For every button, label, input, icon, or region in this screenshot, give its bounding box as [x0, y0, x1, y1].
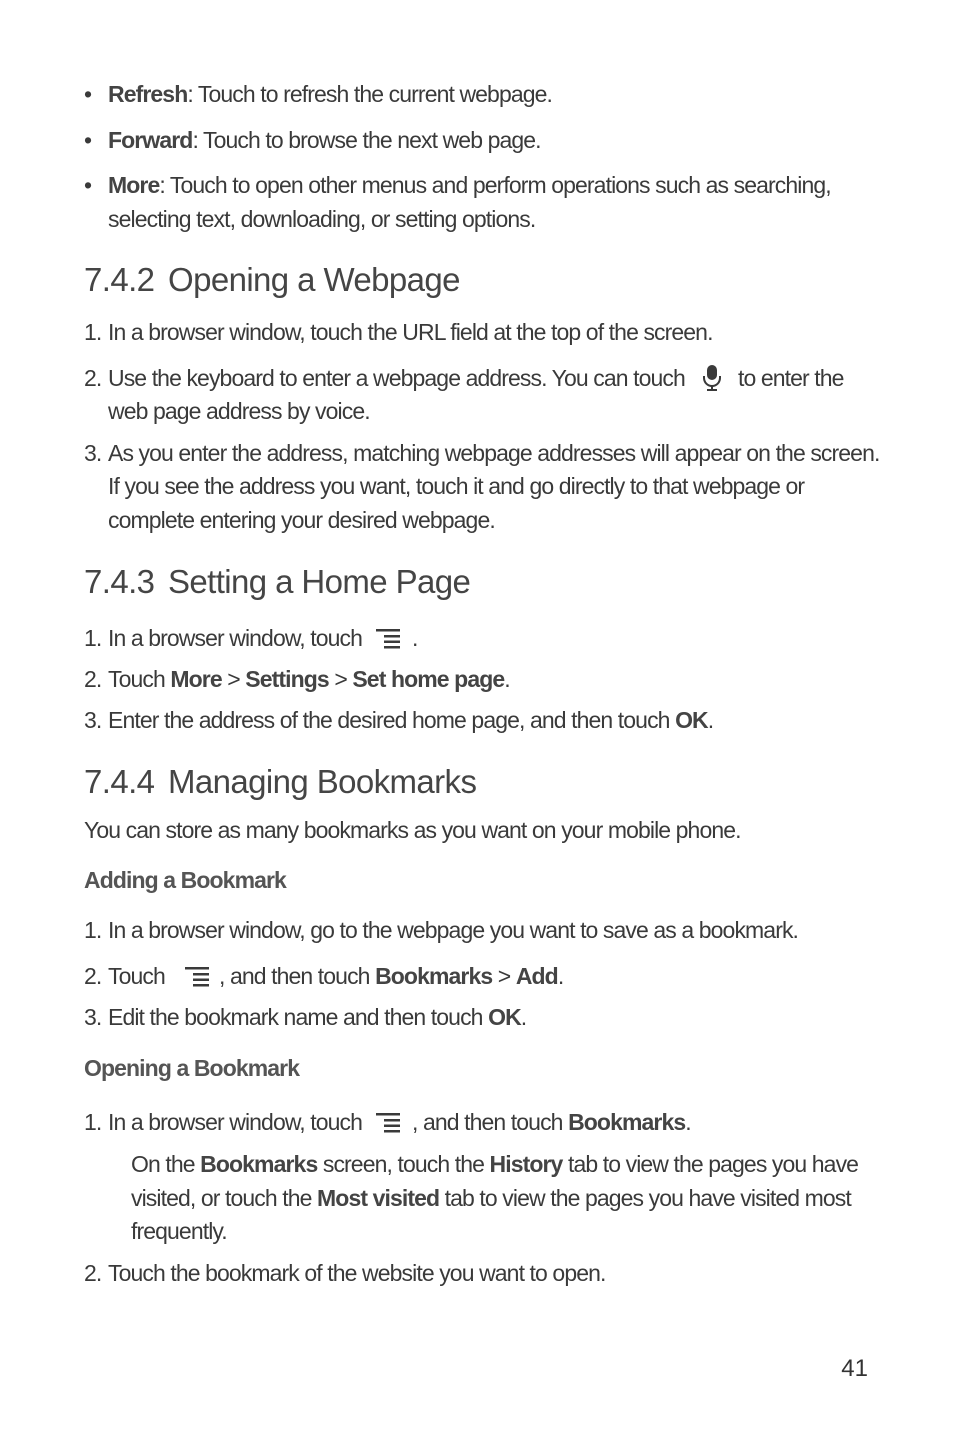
text: screen, touch the	[322, 1151, 484, 1177]
step-text: web page address by voice.	[108, 398, 370, 424]
text: .	[707, 707, 714, 733]
term-more: More	[108, 172, 160, 198]
bullet-more-text-2: selecting text, downloading, or setting options.	[108, 206, 536, 232]
text: .	[557, 963, 564, 989]
subheading-adding-bookmark: Adding a Bookmark	[84, 867, 286, 893]
menu-icon	[376, 628, 400, 650]
step-text: complete entering your desired webpage.	[108, 507, 495, 533]
ui-term-more: More	[170, 666, 222, 692]
step-text: Touch the bookmark of the website you want to open.	[108, 1260, 606, 1286]
step-text: In a browser window, go to the webpage you want to save as a bookmark.	[108, 917, 799, 943]
ui-term-add: Add	[515, 963, 558, 989]
note-line	[131, 1150, 858, 1178]
section-number: 7.4.2	[84, 261, 155, 298]
step-text	[108, 1003, 526, 1031]
step-text	[412, 1108, 691, 1136]
step-number: 3.	[84, 1004, 102, 1030]
section-number: 7.4.4	[84, 763, 155, 800]
step-text	[108, 706, 713, 734]
text: visited, or touch the	[131, 1185, 312, 1211]
step-text: As you enter the address, matching webpage addresses will appear on the screen.	[108, 440, 880, 466]
step-number: 3.	[84, 440, 102, 466]
section-intro: You can store as many bookmarks as you want on your mobile phone.	[84, 817, 741, 843]
menu-icon	[185, 966, 209, 988]
step-number: 1.	[84, 917, 102, 943]
bullet-mark: •	[84, 127, 92, 153]
bullet-more-text: : Touch to open other menus and perform operations such as searching,	[159, 172, 831, 198]
step-text: .	[412, 625, 418, 651]
bullet-mark: •	[84, 81, 92, 107]
ui-term-settings: Settings	[245, 666, 329, 692]
step-number: 2.	[84, 365, 102, 391]
step-text: In a browser window, touch	[108, 1109, 363, 1135]
text: Touch	[108, 666, 165, 692]
text: On the	[131, 1151, 195, 1177]
step-number: 2.	[84, 963, 102, 989]
text: tab to view the pages you have visited most	[444, 1185, 851, 1211]
bullet-mark: •	[84, 172, 92, 198]
section-title: Opening a Webpage	[168, 261, 460, 298]
text: .	[520, 1004, 527, 1030]
menu-icon	[376, 1112, 400, 1134]
section-title: Managing Bookmarks	[168, 763, 477, 800]
ui-term-set-home-page: Set home page	[352, 666, 505, 692]
term-forward: Forward	[108, 127, 193, 153]
ui-term-most-visited: Most visited	[317, 1185, 440, 1211]
text: Edit the bookmark name and then touch	[108, 1004, 483, 1030]
bullet-more	[108, 171, 831, 199]
step-number: 1.	[84, 319, 102, 345]
text: >	[497, 963, 511, 989]
step-text: Use the keyboard to enter a webpage address. You can touch	[108, 365, 685, 391]
ui-term-history: History	[489, 1151, 563, 1177]
term-refresh: Refresh	[108, 81, 188, 107]
section-title: Setting a Home Page	[168, 563, 471, 600]
page-number: 41	[841, 1355, 868, 1382]
ui-term-ok: OK	[675, 707, 708, 733]
text: , and then touch	[219, 963, 370, 989]
note-line	[131, 1184, 851, 1212]
microphone-icon	[701, 364, 723, 392]
text: tab to view the pages you have	[567, 1151, 859, 1177]
section-heading-7-4-4	[84, 762, 476, 802]
step-number: 2.	[84, 1260, 102, 1286]
section-heading-7-4-3	[84, 562, 470, 602]
ui-term-bookmarks: Bookmarks	[568, 1109, 686, 1135]
step-number: 2.	[84, 666, 102, 692]
bullet-forward	[108, 126, 541, 154]
bullet-refresh-text: : Touch to refresh the current webpage.	[187, 81, 553, 107]
step-text: to enter the	[738, 365, 844, 391]
ui-term-bookmarks: Bookmarks	[200, 1151, 318, 1177]
ui-term-bookmarks: Bookmarks	[375, 963, 493, 989]
text: >	[334, 666, 347, 692]
note-line: frequently.	[131, 1218, 227, 1244]
text: .	[504, 666, 510, 692]
step-text: In a browser window, touch the URL field at the top of the screen.	[108, 319, 713, 345]
subheading-opening-bookmark: Opening a Bookmark	[84, 1055, 300, 1081]
text: Enter the address of the desired home page, and then touch	[108, 707, 670, 733]
text: >	[227, 666, 240, 692]
step-number: 3.	[84, 707, 102, 733]
step-text	[219, 962, 563, 990]
step-number: 1.	[84, 625, 102, 651]
ui-term-ok: OK	[488, 1004, 521, 1030]
text: , and then touch	[412, 1109, 563, 1135]
bullet-refresh	[108, 80, 552, 108]
text: .	[685, 1109, 691, 1135]
step-text	[108, 665, 510, 693]
section-heading-7-4-2	[84, 260, 460, 300]
step-text: Touch	[108, 963, 165, 989]
step-number: 1.	[84, 1109, 102, 1135]
bullet-forward-text: : Touch to browse the next web page.	[192, 127, 541, 153]
section-number: 7.4.3	[84, 563, 155, 600]
step-text: If you see the address you want, touch it and go directly to that webpage or	[108, 473, 805, 499]
step-text: In a browser window, touch	[108, 625, 363, 651]
